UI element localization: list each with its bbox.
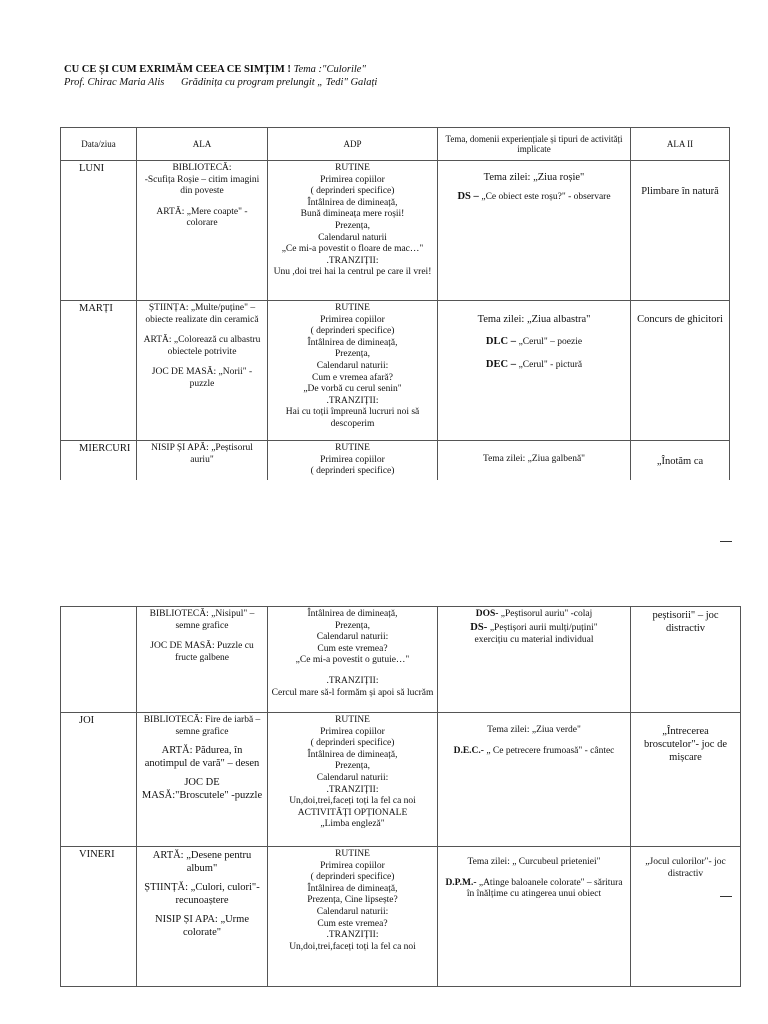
theme-activity: DS- „Peștișori aurii mulți/puțini" <box>470 621 598 633</box>
adp-line: Primirea copiilor <box>320 314 385 325</box>
adp-line: RUTINE <box>335 849 370 859</box>
adp-line: Primirea copiilor <box>320 454 385 465</box>
theme-of-day: Tema zilei: „Ziua roșie" <box>483 172 585 183</box>
table-row-miercuri-start <box>61 441 730 480</box>
ala-item: ARTĂ: Pădurea, în anotimpul de vară" – desen <box>144 745 260 770</box>
miercuri-ala2-start: „Înotăm ca <box>631 441 730 480</box>
adp-line: Un,doi,trei,faceți toți la fel ca noi <box>289 941 416 952</box>
joi-ala2: „Întrecerea broscutelor"- joc de mișcare <box>631 713 741 847</box>
adp-line: ( deprinderi specifice) <box>310 326 395 337</box>
col-header-ala: ALA <box>137 128 268 161</box>
adp-line: Calendarul naturii: <box>316 772 389 783</box>
miercuri-ala-start <box>137 441 268 480</box>
theme-activity: DS – „Ce obiect este roșu?" - observare <box>457 191 611 202</box>
ala-item: -Scufița Roșie – citim imagini din poveste <box>144 174 260 197</box>
adp-line: Întâlnirea de dimineață, <box>307 337 398 348</box>
adp-line: ( deprinderi specifice) <box>310 186 395 197</box>
joi-theme <box>438 713 631 847</box>
document-title: CU CE ȘI CUM EXRIMĂM CEEA CE SIMȚIM ! <box>64 64 291 75</box>
luni-theme <box>438 161 631 301</box>
vineri-adp <box>268 847 438 987</box>
adp-line: .TRANZIȚII: <box>326 255 379 266</box>
theme-activity: DEC – „Cerul" - pictură <box>485 359 583 370</box>
adp-line: ( deprinderi specifice) <box>310 738 395 749</box>
adp-line: Cum este vremea? <box>317 643 388 654</box>
marti-ala <box>137 301 268 441</box>
adp-line: „Limba engleză" <box>320 819 385 830</box>
page-edge-mark <box>720 541 732 542</box>
luni-adp <box>268 161 438 301</box>
theme-of-day: Tema zilei: „Ziua verde" <box>487 725 581 735</box>
adp-line: Întâlnirea de dimineață, <box>307 609 398 619</box>
document-author-line <box>64 77 377 88</box>
day-marti: MARȚI <box>61 301 137 441</box>
theme-of-day: Tema zilei: „ Curcubeul prieteniei" <box>467 857 601 867</box>
adp-line: Prezența, <box>334 761 371 772</box>
adp-line: Primirea copiilor <box>320 726 385 737</box>
day-vineri: VINERI <box>61 847 137 987</box>
theme-activity: DOS- „Peștisorul auriu" -colaj <box>475 609 593 619</box>
miercuri-adp-start <box>268 441 438 480</box>
table-row-vineri <box>61 847 741 987</box>
joi-ala <box>137 713 268 847</box>
adp-line: RUTINE <box>335 715 370 725</box>
adp-line: Primirea copiilor <box>320 860 385 871</box>
table-header-row <box>61 128 730 161</box>
miercuri-adp-cont <box>268 607 438 713</box>
theme-activity: D.P.M.- „Atinge baloanele colorate" – săritura în înălțime cu atingerea unui obiect <box>445 877 623 900</box>
adp-line: Calendarul naturii: <box>316 632 389 643</box>
ala-item: ARTĂ: „Colorează cu albastru obiectele potrivite <box>143 335 261 357</box>
table-row-luni <box>61 161 730 301</box>
miercuri-ala2-cont: peștisorii" – joc distractiv <box>631 607 741 713</box>
ala-item: ȘTIINȚĂ: „Culori, culori"- recunoaștere <box>144 882 260 906</box>
adp-line: Prezența, <box>334 220 371 231</box>
miercuri-day-cont <box>61 607 137 713</box>
day-miercuri: MIERCURI <box>61 441 137 480</box>
adp-line: Întâlnirea de dimineață, <box>307 749 398 760</box>
kindergarten-name: Grădinița cu program prelungit „ Tedi" Galați <box>180 77 378 88</box>
theme-of-day: Tema zilei: „Ziua galbenă" <box>482 454 586 464</box>
adp-line: Întâlnirea de dimineață, <box>307 883 398 894</box>
adp-line: Primirea copiilor <box>320 174 385 185</box>
ala-item: BIBLIOTECĂ: „Nisipul" – semne grafice <box>149 609 255 631</box>
marti-ala2: Concurs de ghicitori <box>631 301 730 441</box>
adp-line: ( deprinderi specifice) <box>310 466 395 477</box>
col-header-adp: ADP <box>268 128 438 161</box>
page-edge-mark <box>720 896 732 897</box>
ala-item: ARTĂ: „Mere coapte" - colorare <box>156 206 248 229</box>
adp-line: Unu ,doi trei hai la centrul pe care il vrei! <box>273 267 432 278</box>
adp-line: „Ce mi-a povestit o gutuie…" <box>295 655 410 666</box>
adp-line: Cum este vremea? <box>317 918 388 929</box>
vineri-ala2: „Jocul culorilor"- joc distractiv <box>631 847 741 987</box>
adp-line: Un,doi,trei,faceți toți la fel ca noi <box>289 796 416 807</box>
adp-line: .TRANZIȚII: <box>326 675 379 686</box>
adp-line: Cercul mare să-l formăm și apoi să lucrăm <box>271 687 434 698</box>
theme-activity-desc: exercițiu cu material individual <box>474 634 594 645</box>
adp-line: Calendarul naturii: <box>316 906 389 917</box>
adp-line: Calendarul naturii <box>318 232 387 243</box>
adp-line: .TRANZIȚII: <box>326 930 379 941</box>
adp-line: Prezența, <box>334 349 371 360</box>
adp-line: ( deprinderi specifice) <box>310 872 395 883</box>
ala-item: NISIP ȘI APĂ: „Peștisorul auriu" <box>151 443 253 465</box>
ala-item: JOC DE MASĂ: Puzzle cu fructe galbene <box>150 641 254 663</box>
adp-line: .TRANZIȚII: <box>326 784 379 795</box>
col-header-theme: Tema, domenii experiențiale și tipuri de activități implicate <box>438 128 631 161</box>
adp-line: RUTINE <box>335 303 370 313</box>
theme-activity: DLC – „Cerul" – poezie <box>485 336 583 347</box>
author-name: Prof. Chirac Maria Alis <box>64 77 165 88</box>
miercuri-theme-start <box>438 441 631 480</box>
adp-line: „Ce mi-a povestit o floare de mac…" <box>281 244 424 255</box>
adp-line: Calendarul naturii: <box>316 360 389 371</box>
schedule-table-part2 <box>60 606 741 987</box>
col-header-ala2: ALA II <box>631 128 730 161</box>
adp-line: Prezența, <box>334 620 371 631</box>
col-header-date: Data/ziua <box>61 128 137 161</box>
adp-line: Întâlnirea de dimineață, <box>307 197 398 208</box>
miercuri-theme-cont <box>438 607 631 713</box>
table-row-marti <box>61 301 730 441</box>
joi-adp <box>268 713 438 847</box>
ala-item: ARTĂ: „Desene pentru album" <box>152 850 252 874</box>
document-theme: Tema :"Culorile" <box>293 64 366 75</box>
luni-ala <box>137 161 268 301</box>
table-row-miercuri-cont <box>61 607 741 713</box>
luni-ala2: Plimbare în natură <box>631 161 730 301</box>
marti-adp <box>268 301 438 441</box>
ala-item: JOC DE MASĂ: „Norii" - puzzle <box>151 367 253 389</box>
marti-theme <box>438 301 631 441</box>
table-row-joi <box>61 713 741 847</box>
ala-item: JOC DE MASĂ:"Broscutele" -puzzle <box>141 777 263 802</box>
theme-of-day: Tema zilei: „Ziua albastra" <box>477 314 591 325</box>
day-joi: JOI <box>61 713 137 847</box>
ala-item: BIBLIOTECĂ: <box>172 163 232 173</box>
adp-line: ACTIVITĂȚI OPȚIONALE <box>297 807 408 818</box>
ala-item: NISIP ȘI APA: „Urme colorate" <box>154 914 250 938</box>
adp-line: „De vorbă cu cerul senin" <box>303 384 402 395</box>
adp-line: Cum e vremea afară? <box>312 372 393 383</box>
adp-line: Bună dimineața mere roșii! <box>300 209 405 220</box>
document-title-line <box>64 64 366 75</box>
miercuri-ala-cont <box>137 607 268 713</box>
adp-line: Prezența, Cine lipsește? <box>307 895 398 906</box>
ala-item: ȘTIINȚA: „Multe/puține" – obiecte realizate din ceramică <box>145 303 259 325</box>
adp-line: Hai cu toții împreună lucruri noi să descoperim <box>285 407 420 429</box>
schedule-table-part1 <box>60 127 730 480</box>
vineri-ala <box>137 847 268 987</box>
adp-line: .TRANZIȚII: <box>326 395 379 406</box>
day-luni: LUNI <box>61 161 137 301</box>
vineri-theme <box>438 847 631 987</box>
adp-line: RUTINE <box>335 443 370 453</box>
adp-line: RUTINE <box>335 163 370 173</box>
ala-item: BIBLIOTECĂ: Fire de iarbă –semne grafice <box>143 715 261 737</box>
theme-activity: D.E.C.- „ Ce petrecere frumoasă" - cântec <box>453 745 615 756</box>
